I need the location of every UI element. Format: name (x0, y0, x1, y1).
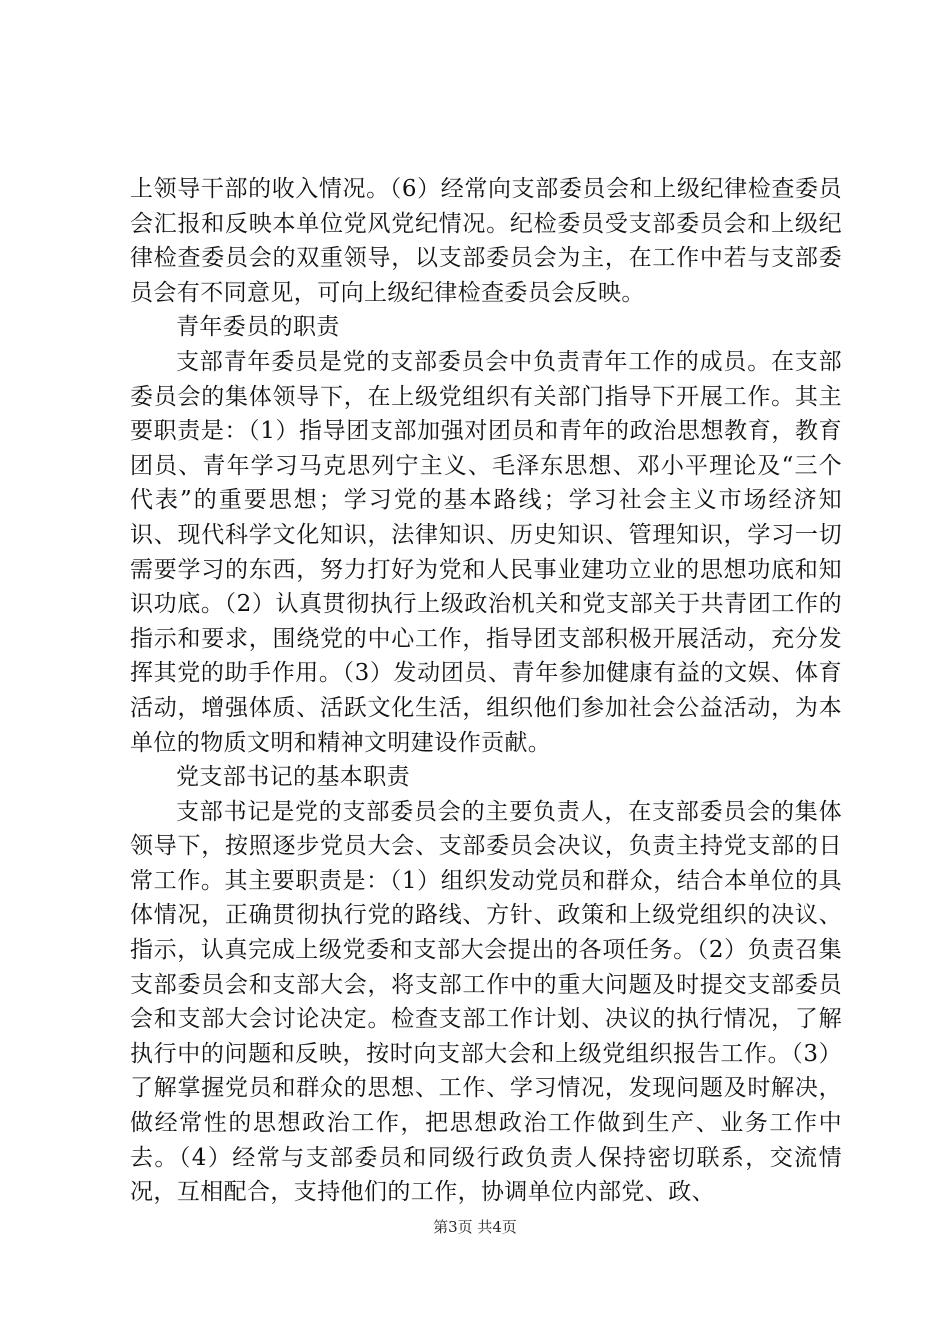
paragraph-branch-secretary-duties: 支部书记是党的支部委员会的主要负责人，在支部委员会的集体领导下，按照逐步党员大会、支部委员会决议，负责主持党支部的日常工作。其主要职责是：（1）组织发动党员和群众，结合本单位的具体情况，正确贯彻执行党的路线、方针、政策和上级党组织的决议、指示，认真完成上级党委和支部大会提出的各项任务。（2）负责召集支部委员会和支部大会，将支部工作中的重大问题及时提交支部委员会和支部大会讨论决定。检查支部工作计划、决议的执行情况，了解执行中的问题和反映，按时向支部大会和上级党组织报告工作。（3）了解掌握党员和群众的思想、工作、学习情况，发现问题及时解决，做经常性的思想政治工作，把思想政治工作做到生产、业务工作中去。（4）经常与支部委员和同级行政负责人保持密切联系，交流情况，互相配合，支持他们的工作，协调单位内部党、政、 (130, 798, 842, 1206)
paragraph-discipline-continued: 上领导干部的收入情况。（6）经常向支部委员会和上级纪律检查委员会汇报和反映本单位党风党纪情况。纪检委员受支部委员会和上级纪律检查委员会的双重领导，以支部委员会为主，在工作中若与支部委员会有不同意见，可向上级纪律检查委员会反映。 (130, 176, 842, 306)
heading-branch-secretary: 党支部书记的基本职责 (176, 764, 410, 791)
document-body (130, 172, 842, 1210)
paragraph-youth-committee-duties: 支部青年委员是党的支部委员会中负责青年工作的成员。在支部委员会的集体领导下，在上级党组织有关部门指导下开展工作。其主要职责是：（1）指导团支部加强对团员和青年的政治思想教育，教育团员、青年学习马克思列宁主义、毛泽东思想、邓小平理论及“三个代表”的重要思想；学习党的基本路线；学习社会主义市场经济知识、现代科学文化知识，法律知识、历史知识、管理知识，学习一切需要学习的东西，努力打好为党和人民事业建功立业的思想功底和知识功底。（2）认真贯彻执行上级政治机关和党支部关于共青团工作的指示和要求，围绕党的中心工作，指导团支部积极开展活动，充分发挥其党的助手作用。（3）发动团员、青年参加健康有益的文娱、体育活动，增强体质、活跃文化生活，组织他们参加社会公益活动，为本单位的物质文明和精神文明建设作贡献。 (130, 348, 842, 756)
heading-youth-committee: 青年委员的职责 (176, 314, 340, 341)
page-number-footer: 第3页 共4页 (433, 1218, 517, 1236)
